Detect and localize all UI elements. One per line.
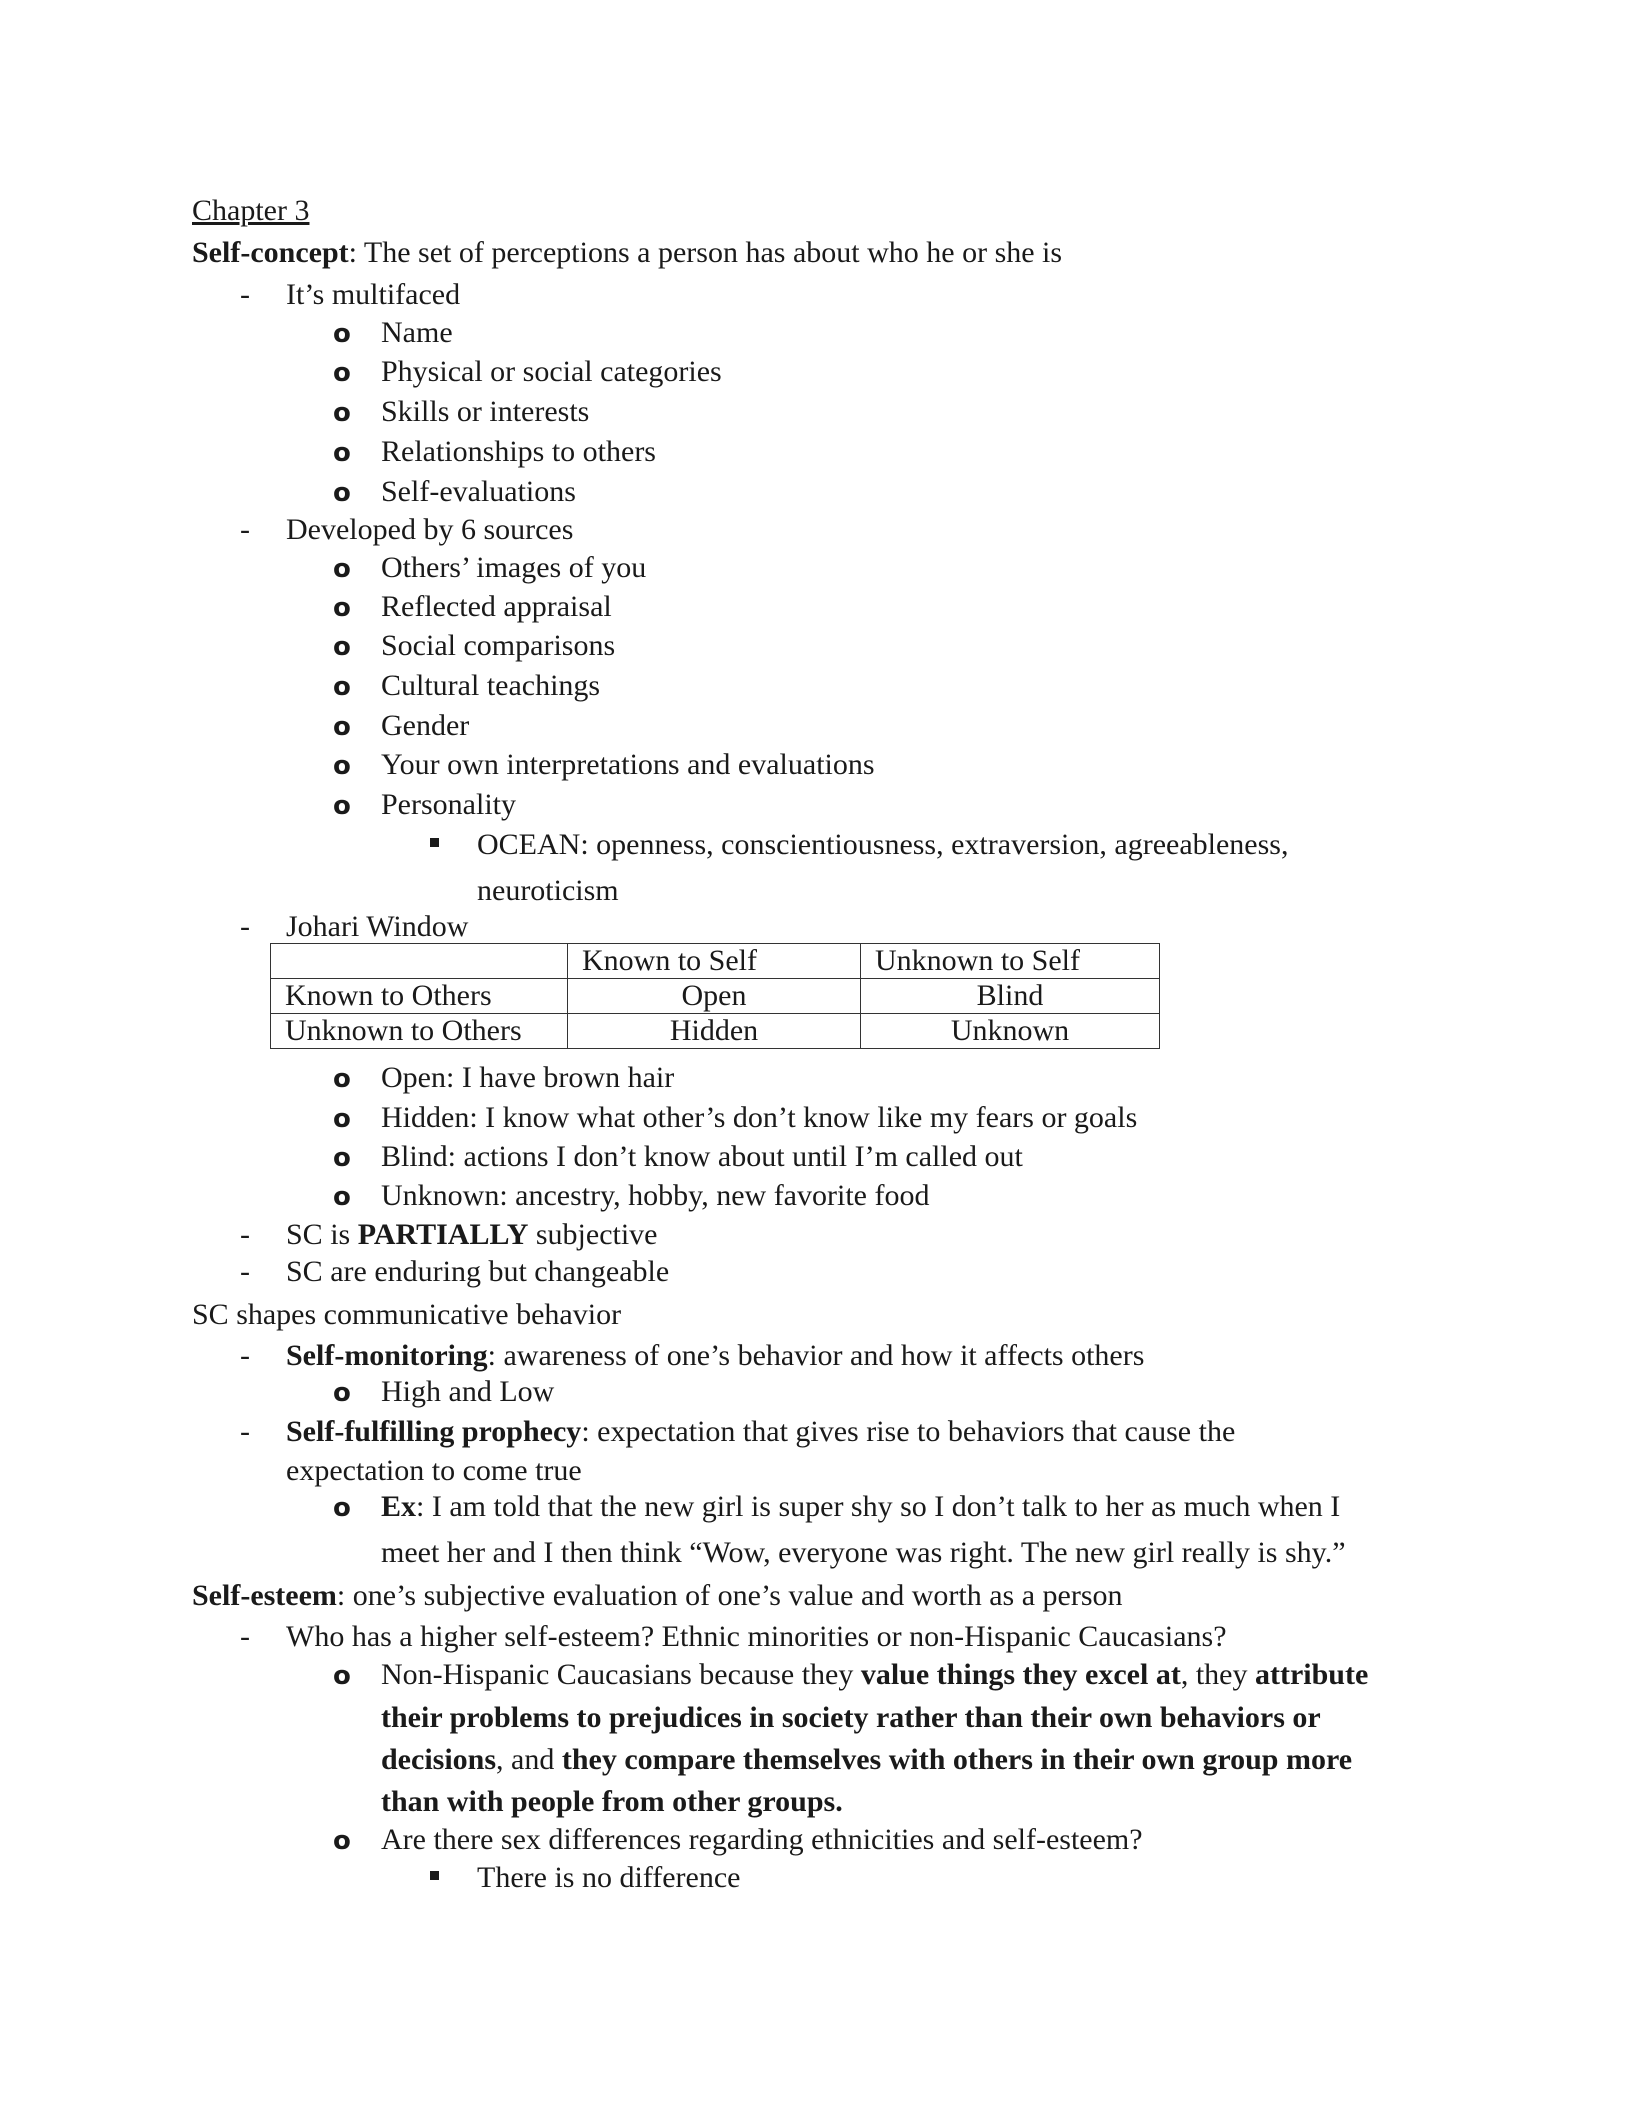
text-segment: subjective	[528, 1218, 658, 1251]
circle-bullet-icon: o	[333, 751, 351, 781]
list-item: Relationships to others	[381, 435, 656, 468]
text-segment: , they	[1180, 1658, 1255, 1691]
prophecy-line-1	[286, 1417, 1235, 1447]
dash-bullet: -	[240, 1339, 250, 1372]
table-cell: Hidden	[568, 1014, 861, 1049]
bold-segment: than with people from other groups.	[381, 1785, 843, 1818]
table-row	[271, 1014, 1160, 1049]
answer-line-3	[381, 1745, 1352, 1775]
circle-bullet-icon: o	[333, 1064, 351, 1094]
self-esteem-question: Who has a higher self-esteem? Ethnic minorities or non-Hispanic Caucasians?	[286, 1620, 1227, 1653]
self-monitoring-line	[286, 1341, 1144, 1371]
circle-bullet-icon: o	[333, 593, 351, 623]
bold-segment: they compare themselves with others in their own group more	[561, 1743, 1353, 1776]
table-cell: Unknown	[861, 1014, 1160, 1049]
partially-subjective-line	[286, 1220, 658, 1250]
bold-segment: attribute	[1254, 1658, 1369, 1691]
square-bullet-icon	[430, 838, 439, 847]
list-item: Personality	[381, 788, 516, 821]
definition-text: : expectation that gives rise to behaviors that cause the	[581, 1415, 1236, 1448]
circle-bullet-icon: o	[333, 791, 351, 821]
table-header-cell: Known to Self	[568, 944, 861, 979]
list-item: Social comparisons	[381, 629, 616, 662]
list-item: Reflected appraisal	[381, 590, 612, 623]
dash-bullet: -	[240, 1620, 250, 1653]
circle-bullet-icon: o	[333, 672, 351, 702]
list-item: Others’ images of you	[381, 551, 647, 584]
self-concept-definition	[192, 238, 1062, 268]
list-item: High and Low	[381, 1375, 555, 1408]
dash-bullet: -	[240, 910, 250, 943]
dash-bullet: -	[240, 1218, 250, 1251]
chapter-heading: Chapter 3	[192, 194, 310, 227]
list-item: Skills or interests	[381, 395, 590, 428]
sc-shapes-heading: SC shapes communicative behavior	[192, 1298, 622, 1331]
sex-differences-question: Are there sex differences regarding ethnicities and self-esteem?	[381, 1823, 1143, 1856]
list-item: Name	[381, 316, 453, 349]
answer-line-4	[381, 1787, 843, 1817]
list-item: Physical or social categories	[381, 355, 722, 388]
sex-differences-answer: There is no difference	[477, 1861, 741, 1894]
list-item: Gender	[381, 709, 470, 742]
bold-segment: PARTIALLY	[357, 1218, 529, 1251]
prophecy-line-2: expectation to come true	[286, 1454, 582, 1487]
example-line-1	[381, 1492, 1340, 1522]
table-row	[271, 944, 1160, 979]
bold-segment: value things they excel at	[860, 1658, 1181, 1691]
circle-bullet-icon: o	[333, 438, 351, 468]
circle-bullet-icon: o	[333, 1378, 351, 1408]
multifaced-label: It’s multifaced	[286, 278, 461, 311]
list-item: Your own interpretations and evaluations	[381, 748, 875, 781]
list-item: Open: I have brown hair	[381, 1061, 675, 1094]
list-item: Self-evaluations	[381, 475, 576, 508]
table-cell: Open	[568, 979, 861, 1014]
sources-label: Developed by 6 sources	[286, 513, 574, 546]
circle-bullet-icon: o	[333, 1143, 351, 1173]
text-segment: , and	[496, 1743, 562, 1776]
circle-bullet-icon: o	[333, 478, 351, 508]
ocean-line-1: OCEAN: openness, conscientiousness, extraversion, agreeableness,	[477, 828, 1289, 861]
self-esteem-term: Self-esteem	[192, 1579, 337, 1612]
list-item: Blind: actions I don’t know about until I’m called out	[381, 1140, 1023, 1173]
circle-bullet-icon: o	[333, 632, 351, 662]
prophecy-term: Self-fulfilling prophecy	[286, 1415, 582, 1448]
johari-label: Johari Window	[286, 910, 469, 943]
dash-bullet: -	[240, 1415, 250, 1448]
ocean-line-2: neuroticism	[477, 874, 619, 907]
answer-line-2	[381, 1703, 1321, 1733]
table-cell	[271, 944, 568, 979]
circle-bullet-icon: o	[333, 1182, 351, 1212]
table-header-cell: Unknown to Self	[861, 944, 1160, 979]
example-line-2: meet her and I then think “Wow, everyone was right. The new girl really is shy.”	[381, 1536, 1346, 1569]
list-item: Cultural teachings	[381, 669, 601, 702]
table-row	[271, 979, 1160, 1014]
circle-bullet-icon: o	[333, 1826, 351, 1856]
dash-bullet: -	[240, 513, 250, 546]
circle-bullet-icon: o	[333, 358, 351, 388]
table-row-header: Known to Others	[271, 979, 568, 1014]
table-cell: Blind	[861, 979, 1160, 1014]
square-bullet-icon	[430, 1871, 439, 1880]
self-monitoring-term: Self-monitoring	[286, 1339, 488, 1372]
bold-segment: their problems to prejudices in society rather than their own behaviors or	[381, 1701, 1321, 1734]
self-esteem-definition	[192, 1581, 1123, 1611]
definition-text: : one’s subjective evaluation of one’s value and worth as a person	[336, 1579, 1123, 1612]
example-text: : I am told that the new girl is super shy so I don’t talk to her as much when I	[416, 1490, 1341, 1523]
text-segment: Non-Hispanic Caucasians because they	[381, 1658, 861, 1691]
dash-bullet: -	[240, 1255, 250, 1288]
johari-window-table	[270, 943, 1160, 1049]
enduring-line: SC are enduring but changeable	[286, 1255, 670, 1288]
circle-bullet-icon: o	[333, 712, 351, 742]
list-item: Hidden: I know what other’s don’t know like my fears or goals	[381, 1101, 1138, 1134]
list-item: Unknown: ancestry, hobby, new favorite food	[381, 1179, 930, 1212]
circle-bullet-icon: o	[333, 1661, 351, 1691]
circle-bullet-icon: o	[333, 398, 351, 428]
text-segment: SC is	[286, 1218, 358, 1251]
self-concept-term: Self-concept	[192, 236, 349, 269]
answer-line-1	[381, 1660, 1368, 1690]
definition-text: : awareness of one’s behavior and how it affects others	[487, 1339, 1145, 1372]
circle-bullet-icon: o	[333, 1104, 351, 1134]
table-row-header: Unknown to Others	[271, 1014, 568, 1049]
circle-bullet-icon: o	[333, 554, 351, 584]
dash-bullet: -	[240, 278, 250, 311]
example-term: Ex	[381, 1490, 417, 1523]
circle-bullet-icon: o	[333, 319, 351, 349]
bold-segment: decisions	[381, 1743, 497, 1776]
definition-text: : The set of perceptions a person has about who he or she is	[348, 236, 1063, 269]
circle-bullet-icon: o	[333, 1493, 351, 1523]
